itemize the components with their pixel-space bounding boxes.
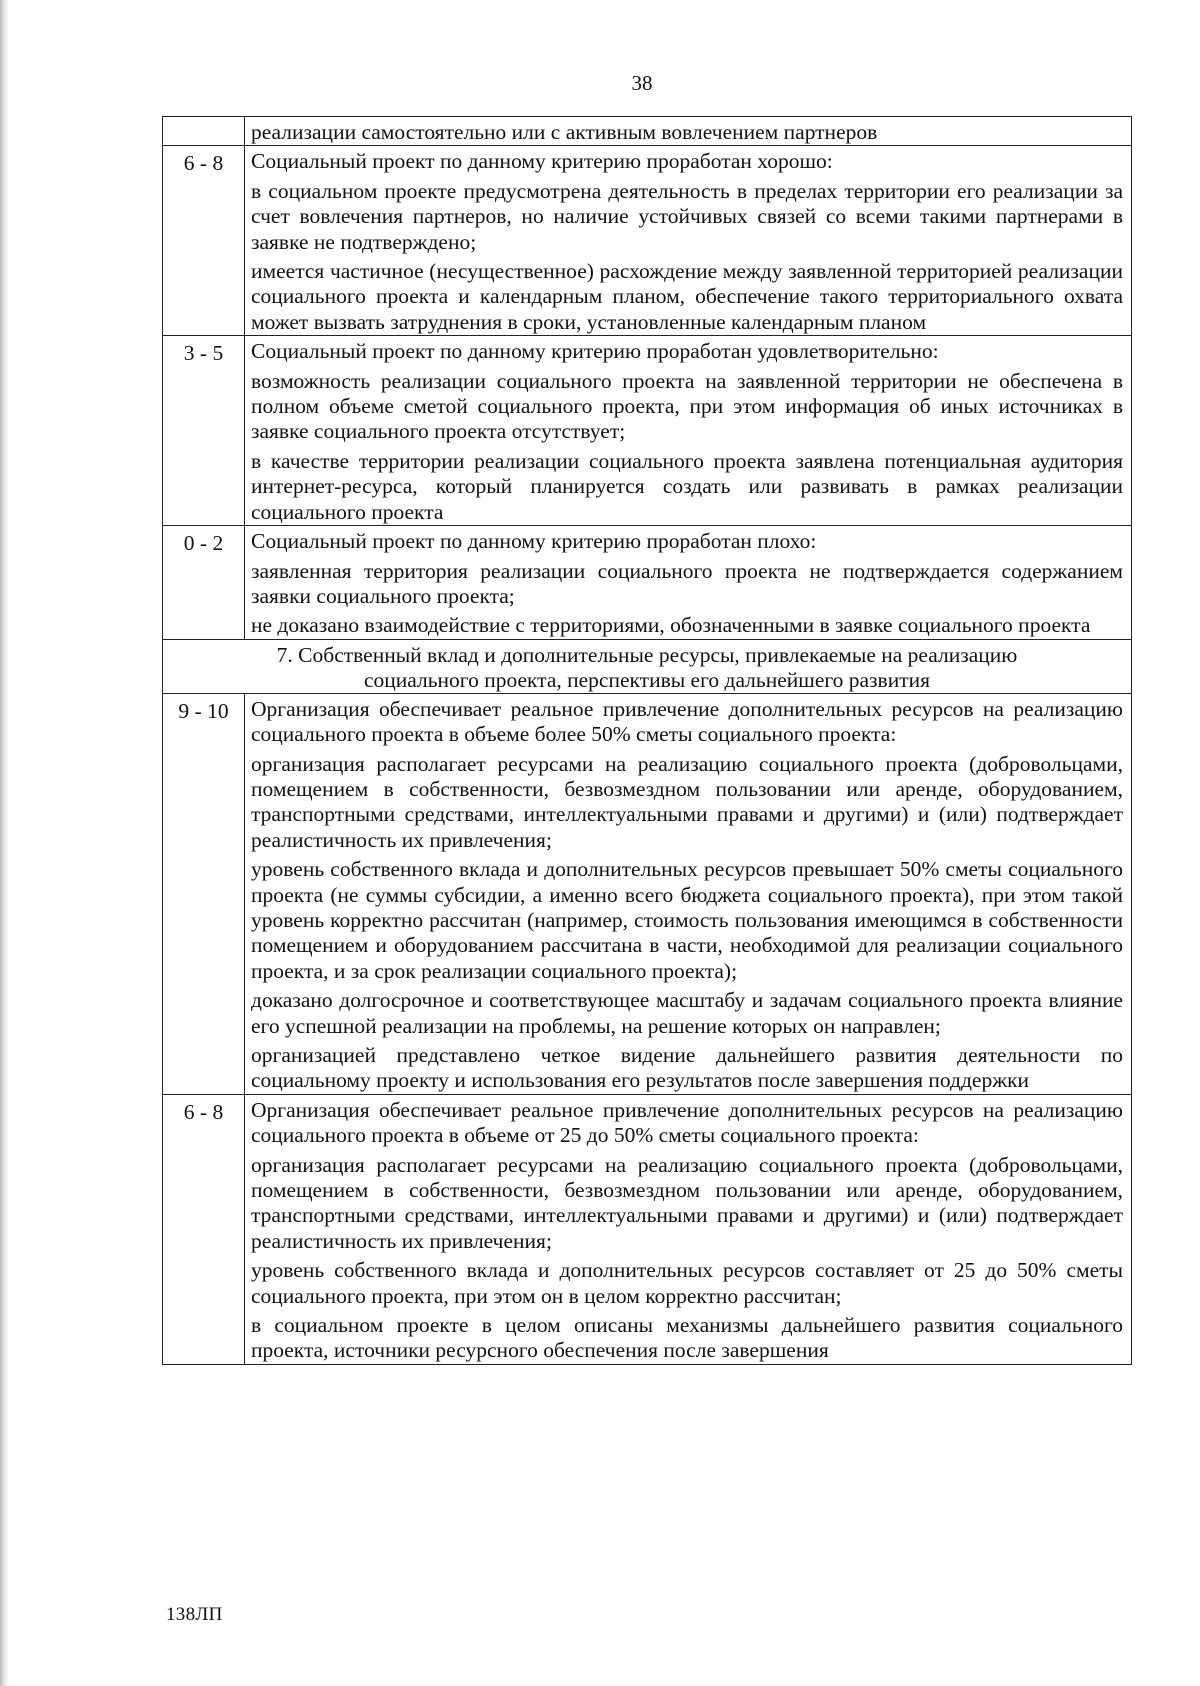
page-number: 38 [631,71,653,95]
criteria-paragraph: в качестве территории реализации социального проекта заявлена потенциальная аудитория интернет-ресурса, который планируется создать или развивать в рамках реализации социального проекта [251,448,1123,524]
criteria-text-cell [245,1094,1132,1364]
criteria-paragraph: в социальном проекте предусмотрена деятельность в пределах территории его реализации за счет вовлечения партнеров, но наличие устойчивых связей со всеми такими партнерами в заявке не подтверждено; [251,178,1123,254]
criteria-text-cell [245,526,1132,640]
criteria-heading: Организация обеспечивает реальное привлечение дополнительных ресурсов на реализацию социального проекта в объеме от 25 до 50% сметы социального проекта: [251,1097,1123,1148]
table-row [163,336,1132,526]
score-cell: 6 - 8 [163,1094,245,1364]
criteria-text-cell [245,117,1132,146]
score-cell: 0 - 2 [163,526,245,640]
criteria-heading: Социальный проект по данному критерию проработан плохо: [251,529,817,554]
section-heading [163,639,1132,693]
table-row [163,526,1132,640]
table-row [163,1094,1132,1364]
score-cell: 9 - 10 [163,693,245,1094]
criteria-paragraph: организацией представлено четкое видение дальнейшего развития деятельности по социальному проекту и использования его результатов после завершения поддержки [251,1043,1123,1093]
criteria-paragraph: возможность реализации социального проекта на заявленной территории не обеспечена в полном объеме сметой социального проекта, при этом информация об иных источниках в заявке социального проекта отсутствует; [251,368,1123,444]
section-heading-line: 7. Собственный вклад и дополнительные ресурсы, привлекаемые на реализацию [276,642,1018,667]
criteria-heading: Организация обеспечивает реальное привлечение дополнительных ресурсов на реализацию социального проекта в объеме более 50% сметы социального проекта: [251,696,1123,747]
section-heading-row [163,639,1132,693]
section-heading-line: социального проекта, перспективы его дальнейшего развития [363,667,931,692]
criteria-text-cell [245,336,1132,526]
score-cell [163,117,245,146]
criteria-text-cell [245,146,1132,336]
criteria-text-cell [245,693,1132,1094]
criteria-table [162,116,1132,1365]
criteria-paragraph: организация располагает ресурсами на реализацию социального проекта (добровольцами, помещением в собственности, безвозмездном пользовании или аренде, оборудованием, транспортными средствами, интеллектуальными правами и другими) и (или) подтверждает реалистичность их привлечения; [251,1152,1123,1253]
criteria-paragraph: организация располагает ресурсами на реализацию социального проекта (добровольцами, помещением в собственности, безвозмездном пользовании или аренде, оборудованием, транспортными средствами, интеллектуальными правами и другими) и (или) подтверждает реалистичность их привлечения; [251,751,1123,852]
criteria-paragraph: уровень собственного вклада и дополнительных ресурсов составляет от 25 до 50% сметы социального проекта, при этом он в целом корректно рассчитан; [251,1258,1123,1308]
criteria-paragraph: доказано долгосрочное и соответствующее масштабу и задачам социального проекта влияние его успешной реализации на проблемы, на решение которых он направлен; [251,988,1123,1038]
score-cell: 3 - 5 [163,336,245,526]
criteria-paragraph: реализации самостоятельно или с активным вовлечением партнеров [251,120,878,144]
document-code: 138ЛП [166,1604,223,1625]
criteria-paragraph: уровень собственного вклада и дополнительных ресурсов превышает 50% сметы социального проекта (не суммы субсидии, а именно всего бюджета социального проекта), при этом такой уровень корректно рассчитан (например, стоимость пользования имеющимся в собственности помещением и оборудованием рассчитана в части, необходимой для реализации социального проекта, и за срок реализации социального проекта); [251,857,1123,983]
criteria-paragraph: имеется частичное (несущественное) расхождение между заявленной территорией реализации социального проекта и календарным планом, обеспечение такого территориального охвата может вызвать затруднения в сроки, установленные календарным планом [251,259,1123,334]
table-row [163,693,1132,1094]
score-cell: 6 - 8 [163,146,245,336]
criteria-heading: Социальный проект по данному критерию проработан хорошо: [251,149,833,174]
table-row [163,146,1132,336]
scan-edge-shadow [0,0,9,1686]
criteria-paragraph: заявленная территория реализации социального проекта не подтверждается содержанием заявки социального проекта; [251,558,1123,608]
criteria-heading: Социальный проект по данному критерию проработан удовлетворительно: [251,339,939,364]
criteria-paragraph: в социальном проекте в целом описаны механизмы дальнейшего развития социального проекта, источники ресурсного обеспечения после завершения [251,1313,1123,1363]
table-row [163,117,1132,146]
criteria-paragraph: не доказано взаимодействие с территориями, обозначенными в заявке социального проекта [251,613,1091,638]
